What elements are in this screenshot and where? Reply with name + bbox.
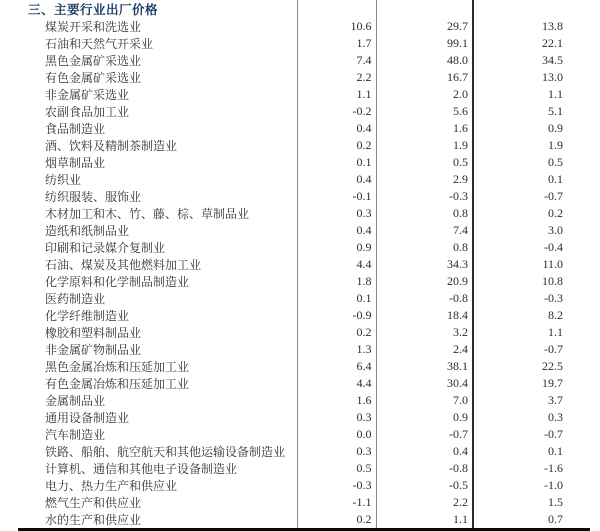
value-cell-ytd: 0.1	[548, 444, 563, 458]
value-cell-mom: 0.9	[297, 239, 376, 256]
table-row	[18, 205, 590, 222]
value-cell-ytd: 13.0	[542, 70, 563, 84]
industry-name-cell: 金属制品业	[18, 392, 297, 409]
table-row	[18, 35, 590, 52]
value-cell-yoy: 3.2	[376, 324, 473, 341]
value-cell-ytd: 1.1	[548, 87, 563, 101]
value-cell-mom: 4.4	[297, 375, 376, 392]
title-spacer-col1	[297, 0, 376, 18]
value-cell-mom: 2.2	[297, 69, 376, 86]
industry-name-cell: 化学纤维制造业	[18, 307, 297, 324]
value-cell-mom: 0.4	[297, 222, 376, 239]
value-cell-mom: 1.1	[297, 86, 376, 103]
table-row	[18, 120, 590, 137]
value-cell-ytd: -0.7	[544, 427, 563, 441]
value-cell-yoy: 7.4	[376, 222, 473, 239]
table-row	[18, 188, 590, 205]
table-row	[18, 69, 590, 86]
industry-name-cell: 黑色金属冶炼和压延加工业	[18, 358, 297, 375]
value-cell-yoy: 29.7	[376, 18, 473, 35]
industry-name-cell: 医药制造业	[18, 290, 297, 307]
table-row	[18, 392, 590, 409]
table-row	[18, 239, 590, 256]
value-cell-mom: 0.3	[297, 205, 376, 222]
value-cell-yoy: 38.1	[376, 358, 473, 375]
industry-name-cell: 有色金属矿采选业	[18, 69, 297, 86]
value-cell-yoy: -0.5	[376, 477, 473, 494]
value-cell-yoy: -0.8	[376, 460, 473, 477]
value-cell-ytd: -0.4	[544, 240, 563, 254]
industry-name-cell: 非金属矿物制品业	[18, 341, 297, 358]
table-row	[18, 103, 590, 120]
table-title-row	[18, 0, 590, 18]
table-row	[18, 273, 590, 290]
value-cell-ytd: 13.8	[542, 19, 563, 33]
value-cell-yoy: 18.4	[376, 307, 473, 324]
industry-name-cell: 有色金属冶炼和压延加工业	[18, 375, 297, 392]
industry-name-cell: 纺织业	[18, 171, 297, 188]
value-cell-mom: 0.5	[297, 460, 376, 477]
industry-name-cell: 铁路、船舶、航空航天和其他运输设备制造业	[18, 443, 297, 460]
value-cell-mom: 0.2	[297, 137, 376, 154]
value-cell-mom: 1.7	[297, 35, 376, 52]
value-cell-ytd: 8.2	[548, 308, 563, 322]
value-cell-ytd: -1.0	[544, 478, 563, 492]
industry-name-cell: 橡胶和塑料制品业	[18, 324, 297, 341]
table-row	[18, 494, 590, 511]
value-cell-yoy: 0.9	[376, 409, 473, 426]
value-cell-ytd: -0.3	[544, 291, 563, 305]
industry-name-cell: 农副食品加工业	[18, 103, 297, 120]
table-row	[18, 222, 590, 239]
value-cell-mom: 0.4	[297, 120, 376, 137]
value-cell-mom: 10.6	[297, 18, 376, 35]
table-row	[18, 443, 590, 460]
industry-name-cell: 非金属矿采选业	[18, 86, 297, 103]
value-cell-yoy: 48.0	[376, 52, 473, 69]
table-row	[18, 18, 590, 35]
value-cell-yoy: 5.6	[376, 103, 473, 120]
value-cell-mom: 0.3	[297, 443, 376, 460]
value-cell-yoy: -0.7	[376, 426, 473, 443]
table-row	[18, 52, 590, 69]
value-cell-mom: 0.1	[297, 290, 376, 307]
section-title: 三、主要行业出厂价格	[18, 0, 297, 18]
value-cell-ytd: 0.3	[548, 410, 563, 424]
value-cell-ytd: 0.9	[548, 121, 563, 135]
industry-name-cell: 酒、饮料及精制茶制造业	[18, 137, 297, 154]
table-row	[18, 307, 590, 324]
title-spacer-col2	[376, 0, 473, 18]
value-cell-mom: 4.4	[297, 256, 376, 273]
industry-name-cell: 水的生产和供应业	[18, 511, 297, 528]
value-cell-yoy: 1.9	[376, 137, 473, 154]
value-cell-ytd: 0.2	[548, 206, 563, 220]
industry-name-cell: 燃气生产和供应业	[18, 494, 297, 511]
industry-name-cell: 汽车制造业	[18, 426, 297, 443]
value-cell-mom: -0.9	[297, 307, 376, 324]
value-cell-mom: 6.4	[297, 358, 376, 375]
value-cell-yoy: -0.3	[376, 188, 473, 205]
value-cell-ytd: 11.0	[542, 257, 563, 271]
table-row	[18, 86, 590, 103]
industry-name-cell: 石油、煤炭及其他燃料加工业	[18, 256, 297, 273]
value-cell-mom: 0.2	[297, 511, 376, 528]
title-spacer-col3	[473, 0, 590, 18]
value-cell-ytd: 1.1	[548, 325, 563, 339]
industry-name-cell: 印刷和记录媒介复制业	[18, 239, 297, 256]
table-row	[18, 358, 590, 375]
industry-name-cell: 食品制造业	[18, 120, 297, 137]
table-row	[18, 256, 590, 273]
value-cell-mom: -0.3	[297, 477, 376, 494]
value-cell-ytd: 22.5	[542, 359, 563, 373]
value-cell-yoy: 2.0	[376, 86, 473, 103]
value-cell-mom: 0.3	[297, 409, 376, 426]
value-cell-mom: 0.2	[297, 324, 376, 341]
industry-name-cell: 计算机、通信和其他电子设备制造业	[18, 460, 297, 477]
industry-name-cell: 石油和天然气开采业	[18, 35, 297, 52]
table-row	[18, 477, 590, 494]
value-cell-ytd: 34.5	[542, 53, 563, 67]
value-cell-yoy: 16.7	[376, 69, 473, 86]
industry-name-cell: 造纸和纸制品业	[18, 222, 297, 239]
value-cell-yoy: 1.6	[376, 120, 473, 137]
value-cell-mom: 0.0	[297, 426, 376, 443]
value-cell-ytd: -0.7	[544, 189, 563, 203]
value-cell-yoy: 34.3	[376, 256, 473, 273]
industry-name-cell: 通用设备制造业	[18, 409, 297, 426]
value-cell-yoy: 0.8	[376, 239, 473, 256]
value-cell-yoy: 99.1	[376, 35, 473, 52]
industry-price-table	[18, 0, 590, 528]
value-cell-ytd: 1.9	[548, 138, 563, 152]
table-row	[18, 375, 590, 392]
value-cell-ytd: -1.6	[544, 461, 563, 475]
value-cell-mom: 0.4	[297, 171, 376, 188]
value-cell-mom: -0.2	[297, 103, 376, 120]
value-cell-ytd: 0.5	[548, 155, 563, 169]
table-row	[18, 137, 590, 154]
value-cell-mom: 1.3	[297, 341, 376, 358]
table-row	[18, 409, 590, 426]
value-cell-yoy: 0.8	[376, 205, 473, 222]
value-cell-ytd: 0.7	[548, 512, 563, 526]
industry-name-cell: 木材加工和木、竹、藤、棕、草制品业	[18, 205, 297, 222]
value-cell-ytd: 10.8	[542, 274, 563, 288]
value-cell-ytd: 0.1	[548, 172, 563, 186]
price-table-section	[18, 0, 590, 531]
value-cell-yoy: 2.4	[376, 341, 473, 358]
value-cell-ytd: 5.1	[548, 104, 563, 118]
value-cell-mom: 7.4	[297, 52, 376, 69]
value-cell-yoy: 30.4	[376, 375, 473, 392]
table-row	[18, 324, 590, 341]
value-cell-mom: -0.1	[297, 188, 376, 205]
value-cell-mom: -1.1	[297, 494, 376, 511]
value-cell-yoy: 2.9	[376, 171, 473, 188]
industry-name-cell: 纺织服装、服饰业	[18, 188, 297, 205]
table-row	[18, 426, 590, 443]
value-cell-ytd: 1.5	[548, 495, 563, 509]
value-cell-yoy: 7.0	[376, 392, 473, 409]
value-cell-mom: 1.8	[297, 273, 376, 290]
value-cell-mom: 0.1	[297, 154, 376, 171]
industry-name-cell: 化学原料和化学制品制造业	[18, 273, 297, 290]
value-cell-ytd: -0.7	[544, 342, 563, 356]
value-cell-yoy: 0.4	[376, 443, 473, 460]
value-cell-ytd: 3.7	[548, 393, 563, 407]
table-row	[18, 154, 590, 171]
industry-name-cell: 黑色金属矿采选业	[18, 52, 297, 69]
table-row	[18, 511, 590, 528]
industry-name-cell: 烟草制品业	[18, 154, 297, 171]
value-cell-yoy: -0.8	[376, 290, 473, 307]
value-cell-yoy: 0.5	[376, 154, 473, 171]
table-row	[18, 171, 590, 188]
industry-name-cell: 电力、热力生产和供应业	[18, 477, 297, 494]
value-cell-ytd: 3.0	[548, 223, 563, 237]
value-cell-yoy: 2.2	[376, 494, 473, 511]
value-cell-yoy: 1.1	[376, 511, 473, 528]
value-cell-mom: 1.6	[297, 392, 376, 409]
table-row	[18, 341, 590, 358]
value-cell-ytd: 19.7	[542, 376, 563, 390]
industry-name-cell: 煤炭开采和洗选业	[18, 18, 297, 35]
table-row	[18, 460, 590, 477]
value-cell-yoy: 20.9	[376, 273, 473, 290]
table-row	[18, 290, 590, 307]
value-cell-ytd: 22.1	[542, 36, 563, 50]
